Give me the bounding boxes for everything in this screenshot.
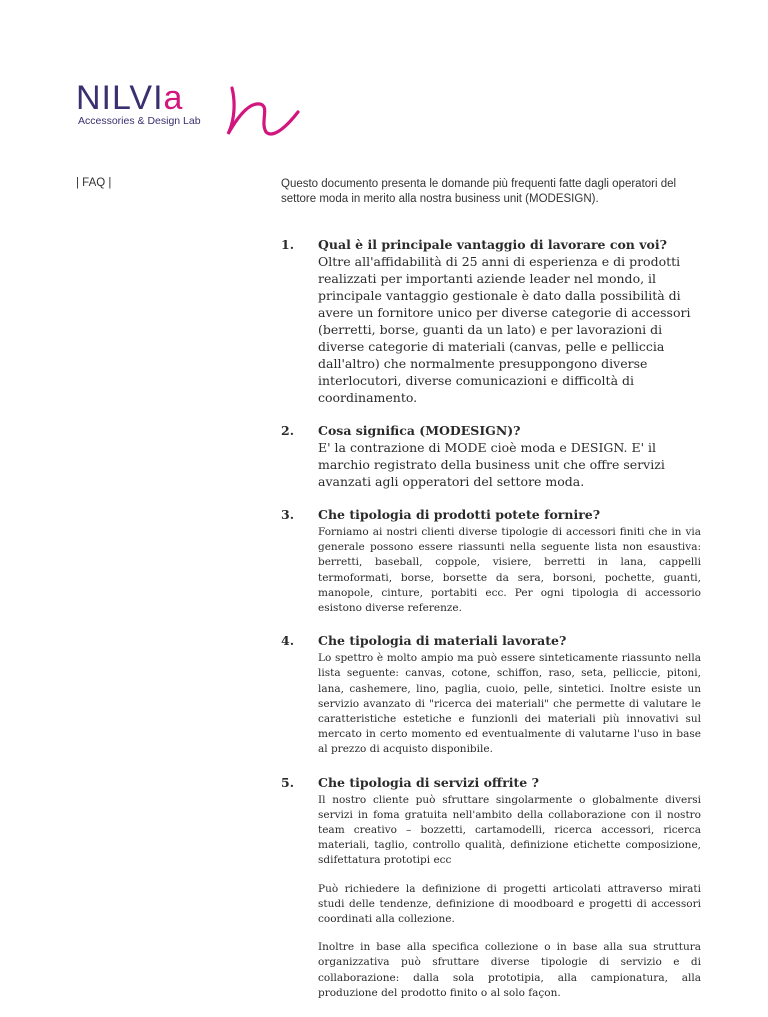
logo-subtitle: Accessories & Design Lab (78, 115, 201, 127)
faq-answer: Forniamo ai nostri clienti diverse tipologie di accessori finiti che in via generale possono essere riassunti nella seguente lista non esaustiva: berretti, baseball, coppole, visiere, berretti in lana, cappelli termoformati, borse, borsette da sera, borsoni, pochette, guanti, manopole, cinture, portabiti ecc. Per ogni tipologia di accessorio esistono diverse referenze. (318, 526, 701, 615)
faq-item (281, 774, 701, 1001)
faq-answer: Oltre all'affidabilità di 25 anni di esperienza e di prodotti realizzati per importanti aziende leader nel mondo, il principale vantaggio gestionale è dato dalla possibilità di avere un fornitore unico per diverse categorie di accessori (berretti, borse, guanti da un lato) e per lavorazioni di diverse categorie di materiali (canvas, pelle e pelliccia dall'altro) che normalmente presuppongono diverse interlocutori, diverse comunicazioni e difficoltà di coordinamento. (318, 254, 691, 405)
faq-number: 3. (281, 507, 295, 522)
faq-answer: E' la contrazione di MODE cioè moda e DESIGN. E' il marchio registrato della business unit che offre servizi avanzati agli opperatori del settore moda. (318, 440, 665, 489)
intro-paragraph: Questo documento presenta le domande più frequenti fatte dagli operatori del settore moda in merito alla nostra business unit (MODESIGN). (281, 178, 677, 205)
faq-question: Che tipologia di materiali lavorate? (318, 633, 567, 649)
faq-question: Qual è il principale vantaggio di lavorare con voi? (318, 237, 667, 252)
faq-question: Che tipologia di prodotti potete fornire? (318, 507, 601, 522)
company-logo (76, 78, 306, 140)
faq-number: 1. (281, 237, 295, 252)
logo-n-swash-icon (226, 82, 306, 140)
faq-item (281, 422, 701, 490)
faq-list (281, 236, 701, 1017)
faq-body (318, 774, 701, 1001)
faq-body (318, 632, 701, 757)
faq-number: 2. (281, 423, 295, 438)
faq-body (318, 422, 701, 490)
faq-item (281, 506, 701, 616)
faq-body (318, 506, 701, 616)
faq-section-label: | FAQ | (76, 177, 112, 189)
logo-wordmark: NILVIa (76, 79, 184, 117)
faq-body (318, 236, 701, 406)
faq-answer: Lo spettro è molto ampio ma può essere sinteticamente riassunto nella lista seguente: canvas, cotone, schiffon, raso, seta, pelliccie, pitoni, lana, cashemere, lino, paglia, cuoio, pelle, sintetici. Inoltre esiste un servizio avanzato di "ricerca dei materiali" che permette di valutare le caratteristiche estetiche e funzionli dei materiali più innovativi sul mercato in certo momento ed eventualmente di valutarne l'uso in base al prezzo di acquisto disponibile. (318, 652, 701, 756)
faq-answer: Può richiedere la definizione di progetti articolati attraverso mirati studi delle tendenze, definizione di moodboard e progetti di accessori coordinati alla collezione. (318, 882, 701, 926)
faq-answer: Il nostro cliente può sfruttare singolarmente o globalmente diversi servizi in foma gratuita nell'ambito della collaborazione con il nostro team creativo – bozzetti, cartamodelli, ricerca accessori, ricerca materiali, taglio, controllo qualità, definizione etichette composizione, sdifettatura prototipi ecc (318, 793, 701, 867)
faq-number: 5. (281, 774, 295, 790)
faq-item (281, 632, 701, 757)
faq-number: 4. (281, 633, 295, 649)
faq-item (281, 236, 701, 406)
faq-answer: Inoltre in base alla specifica collezione o in base alla sua struttura organizzativa può sfruttare diverse tipologie di servizio e di collaborazione: dalla sola prototipia, alla campionatura, alla produzione del prodotto finito o al solo façon. (318, 941, 701, 999)
faq-question: Che tipologia di servizi offrite ? (318, 774, 539, 790)
faq-question: Cosa significa (MODESIGN)? (318, 423, 521, 438)
